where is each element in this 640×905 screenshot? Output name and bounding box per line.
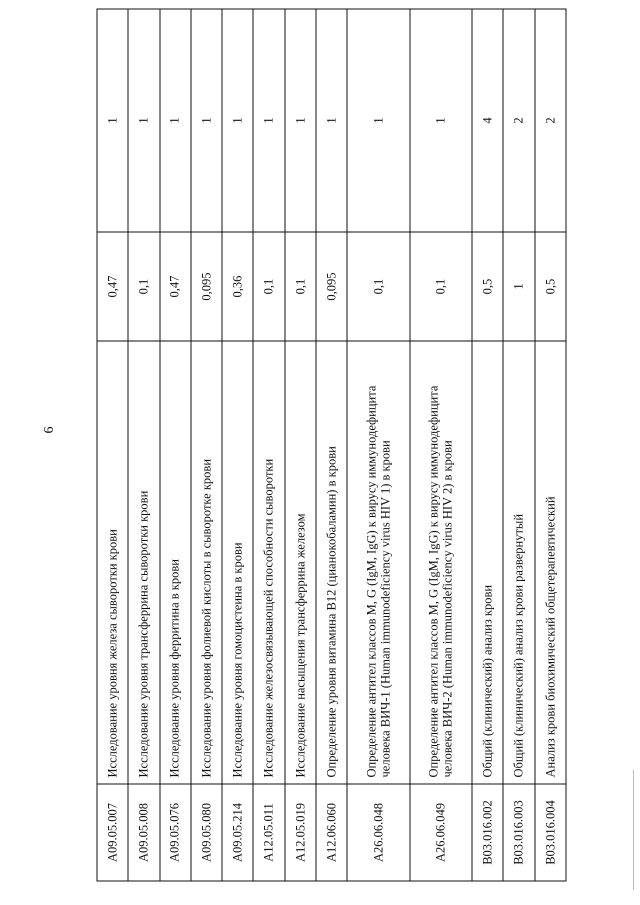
multiplicity-value: 2 — [503, 9, 534, 232]
table-row — [97, 9, 128, 881]
frequency-value: 0,47 — [97, 232, 128, 341]
frequency-value: 0,47 — [160, 232, 191, 341]
frequency-value: 0,095 — [191, 232, 222, 341]
service-code: B03.016.003 — [503, 784, 534, 881]
multiplicity-value: 1 — [410, 9, 473, 232]
service-code: A09.05.080 — [191, 784, 222, 881]
multiplicity-value: 1 — [97, 9, 128, 232]
service-name: Определение антител классов M, G (IgM, IgG) к вирусу иммунодефицита человека ВИЧ-2 (Human immunodeficiency virus HIV 2) в крови — [410, 341, 473, 784]
service-code: A26.06.049 — [410, 784, 473, 881]
scan-edge-mark — [633, 770, 634, 890]
multiplicity-value: 1 — [316, 9, 347, 232]
service-code: A09.05.007 — [97, 784, 128, 881]
service-code: A26.06.048 — [347, 784, 410, 881]
frequency-value: 0,095 — [316, 232, 347, 341]
services-table-body — [97, 9, 566, 881]
service-name: Исследование насыщения трансферрина железом — [285, 341, 316, 784]
table-row — [285, 9, 316, 881]
frequency-value: 0,1 — [253, 232, 284, 341]
frequency-value: 0,36 — [222, 232, 253, 341]
service-code: B03.016.002 — [472, 784, 503, 881]
service-name: Анализ крови биохимический общетерапевтический — [535, 341, 566, 784]
frequency-value: 1 — [503, 232, 534, 341]
multiplicity-value: 1 — [285, 9, 316, 232]
service-code: A12.05.011 — [253, 784, 284, 881]
service-name: Исследование уровня железа сыворотки крови — [97, 341, 128, 784]
multiplicity-value: 1 — [222, 9, 253, 232]
table-row — [535, 9, 566, 881]
service-name: Общий (клинический) анализ крови развернутый — [503, 341, 534, 784]
service-name: Исследование уровня ферритина в крови — [160, 341, 191, 784]
multiplicity-value: 1 — [253, 9, 284, 232]
service-name: Исследование уровня трансферрина сыворотки крови — [128, 341, 159, 784]
frequency-value: 0,1 — [347, 232, 410, 341]
multiplicity-value: 2 — [535, 9, 566, 232]
frequency-value: 0,1 — [410, 232, 473, 341]
service-name: Исследование уровня фолиевой кислоты в сыворотке крови — [191, 341, 222, 784]
service-code: A09.05.076 — [160, 784, 191, 881]
service-name: Общий (клинический) анализ крови — [472, 341, 503, 784]
table-row — [128, 9, 159, 881]
table-row — [253, 9, 284, 881]
multiplicity-value: 1 — [128, 9, 159, 232]
table-row — [160, 9, 191, 881]
service-code: A12.05.019 — [285, 784, 316, 881]
table-row — [410, 9, 473, 881]
frequency-value: 0,5 — [535, 232, 566, 341]
frequency-value: 0,5 — [472, 232, 503, 341]
service-code: B03.016.004 — [535, 784, 566, 881]
service-code: A09.05.008 — [128, 784, 159, 881]
service-name: Исследование уровня гомоцистеина в крови — [222, 341, 253, 784]
table-row — [316, 9, 347, 881]
service-code: A12.06.060 — [316, 784, 347, 881]
table-row — [472, 9, 503, 881]
service-name: Определение антител классов M, G (IgM, IgG) к вирусу иммунодефицита человека ВИЧ-1 (Human immunodeficiency virus HIV 1) в крови — [347, 341, 410, 784]
frequency-value: 0,1 — [285, 232, 316, 341]
table-row — [347, 9, 410, 881]
page-number: 6 — [42, 426, 57, 434]
table-row — [503, 9, 534, 881]
service-name: Исследование железосвязывающей способности сыворотки — [253, 341, 284, 784]
multiplicity-value: 1 — [191, 9, 222, 232]
service-name: Определение уровня витамина B12 (цианокобаламин) в крови — [316, 341, 347, 784]
table-row — [222, 9, 253, 881]
multiplicity-value: 4 — [472, 9, 503, 232]
multiplicity-value: 1 — [347, 9, 410, 232]
multiplicity-value: 1 — [160, 9, 191, 232]
table-row — [191, 9, 222, 881]
service-code: A09.05.214 — [222, 784, 253, 881]
rotated-table-container — [70, 35, 558, 865]
frequency-value: 0,1 — [128, 232, 159, 341]
services-table — [97, 9, 567, 882]
